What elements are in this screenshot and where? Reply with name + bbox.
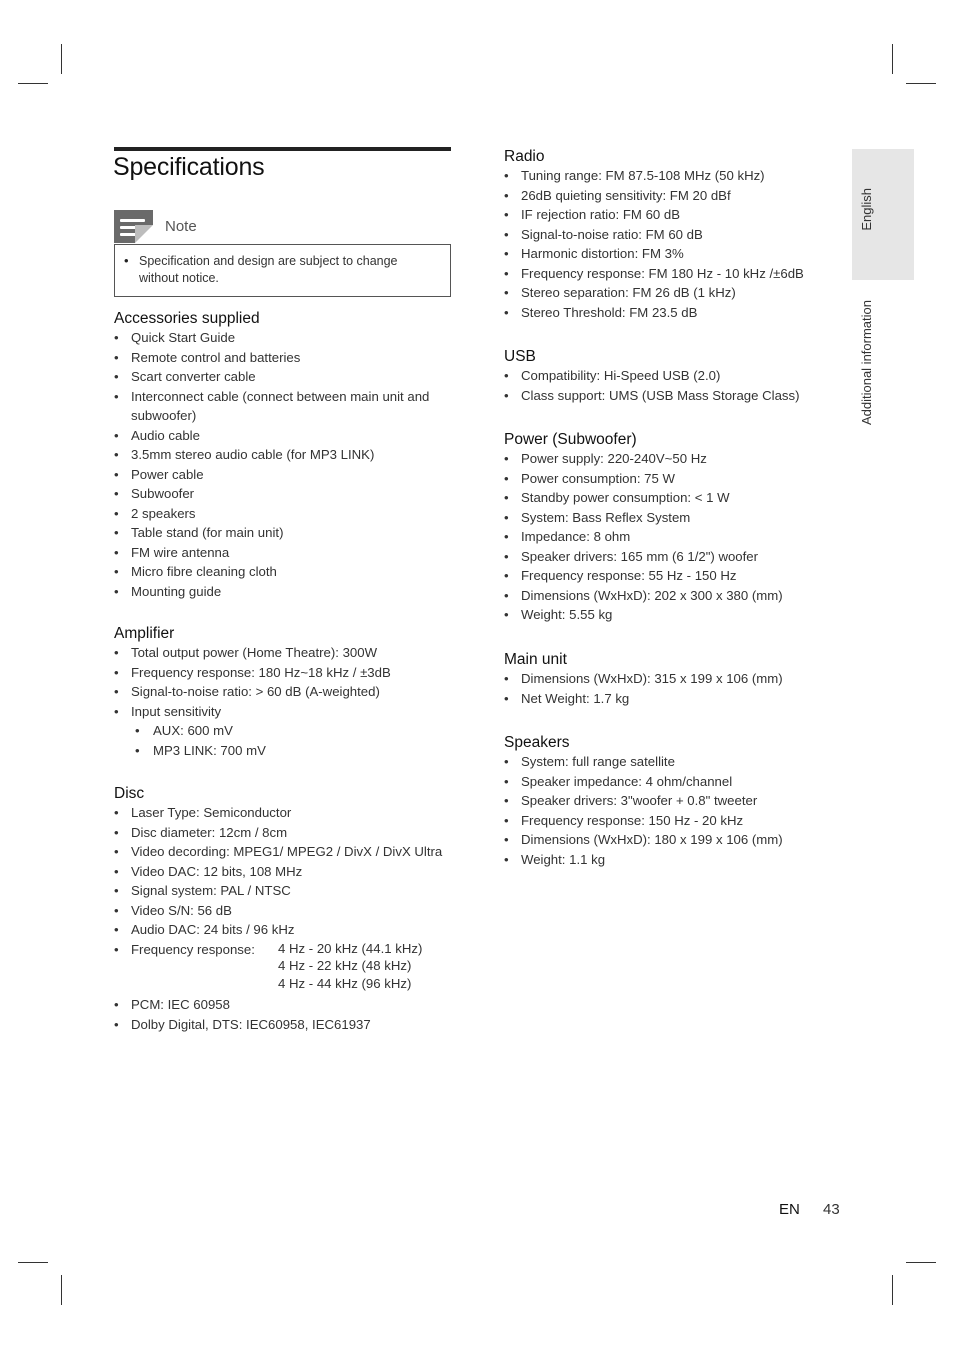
list-item: • 2 speakers xyxy=(114,504,452,524)
usb-list xyxy=(504,366,834,405)
list-item: • Power supply: 220-240V~50 Hz xyxy=(504,449,834,469)
note-text: Specification and design are subject to change without notice. xyxy=(139,254,398,285)
list-item: • Dimensions (WxHxD): 315 x 199 x 106 (mm) xyxy=(504,669,834,689)
list-item: • Frequency response: 180 Hz~18 kHz / ±3dB xyxy=(114,663,452,683)
list-item: • Video DAC: 12 bits, 108 MHz xyxy=(114,862,459,882)
list-item: • Compatibility: Hi-Speed USB (2.0) xyxy=(504,366,834,386)
crop-mark xyxy=(906,1262,936,1263)
crop-mark xyxy=(61,44,62,74)
list-item-frequency xyxy=(114,940,459,993)
list-item: • Weight: 5.55 kg xyxy=(504,605,834,625)
sub-list-item: • AUX: 600 mV xyxy=(114,721,452,741)
crop-mark xyxy=(61,1275,62,1305)
list-item: • Video decording: MPEG1/ MPEG2 / DivX / DivX Ultra xyxy=(114,842,459,862)
list-item: • System: Bass Reflex System xyxy=(504,508,834,528)
list-item: • Signal system: PAL / NTSC xyxy=(114,881,459,901)
list-item: • Scart converter cable xyxy=(114,367,452,387)
side-tab-language-label: English xyxy=(859,188,874,231)
title-rule xyxy=(114,147,451,151)
list-item: • System: full range satellite xyxy=(504,752,834,772)
section-heading: Amplifier xyxy=(114,625,175,642)
list-item: • Standby power consumption: < 1 W xyxy=(504,488,834,508)
list-item: • Frequency response: FM 180 Hz - 10 kHz /±6dB xyxy=(504,264,834,284)
sub-list-item: • MP3 LINK: 700 mV xyxy=(114,741,452,761)
list-item: • Audio DAC: 24 bits / 96 kHz xyxy=(114,920,459,940)
page-title: Specifications xyxy=(113,153,265,181)
frequency-values xyxy=(278,940,422,993)
list-item: • Net Weight: 1.7 kg xyxy=(504,689,834,709)
list-item: • Power cable xyxy=(114,465,452,485)
frequency-row xyxy=(131,940,459,993)
list-item: • Disc diameter: 12cm / 8cm xyxy=(114,823,459,843)
list-item: • Video S/N: 56 dB xyxy=(114,901,459,921)
list-item: • 3.5mm stereo audio cable (for MP3 LINK) xyxy=(114,445,452,465)
section-heading: USB xyxy=(504,348,536,365)
section-heading: Disc xyxy=(114,785,145,802)
frequency-value: 4 Hz - 20 kHz (44.1 kHz) xyxy=(278,940,423,956)
list-item: • Speaker drivers: 3"woofer + 0.8" tweeter xyxy=(504,791,834,811)
frequency-value: 4 Hz - 44 kHz (96 kHz) xyxy=(278,975,412,991)
section-heading: Main unit xyxy=(504,651,567,668)
section-heading: Radio xyxy=(504,148,545,165)
accessories-list xyxy=(114,328,452,601)
section-accessories xyxy=(114,309,452,601)
list-item: • Input sensitivity xyxy=(114,702,452,722)
list-item: • Harmonic distortion: FM 3% xyxy=(504,244,834,264)
list-item: • Stereo separation: FM 26 dB (1 kHz) xyxy=(504,283,834,303)
list-item: • Dimensions (WxHxD): 202 x 300 x 380 (mm) xyxy=(504,586,834,606)
list-item: • Micro fibre cleaning cloth xyxy=(114,562,452,582)
speakers-list xyxy=(504,752,834,869)
list-item: • Remote control and batteries xyxy=(114,348,452,368)
list-item: • Speaker drivers: 165 mm (6 1/2") woofer xyxy=(504,547,834,567)
list-item: • FM wire antenna xyxy=(114,543,452,563)
list-item: • Total output power (Home Theatre): 300W xyxy=(114,643,452,663)
power-list xyxy=(504,449,834,625)
radio-list xyxy=(504,166,834,322)
list-item: • Audio cable xyxy=(114,426,452,446)
list-item: • Frequency response: 150 Hz - 20 kHz xyxy=(504,811,834,831)
section-main-unit xyxy=(504,650,834,708)
list-item: • Stereo Threshold: FM 23.5 dB xyxy=(504,303,834,323)
list-item: • 26dB quieting sensitivity: FM 20 dBf xyxy=(504,186,834,206)
list-item: • Power consumption: 75 W xyxy=(504,469,834,489)
crop-mark xyxy=(892,44,893,74)
section-usb xyxy=(504,347,834,405)
frequency-label: • Frequency response: xyxy=(131,941,255,957)
list-item: • Mounting guide xyxy=(114,582,452,602)
list-item: • Dolby Digital, DTS: IEC60958, IEC61937 xyxy=(114,1015,459,1035)
list-item: • Interconnect cable (connect between main unit and subwoofer) xyxy=(114,387,452,426)
crop-mark xyxy=(892,1275,893,1305)
page-number: 43 xyxy=(823,1201,840,1218)
list-item: • Signal-to-noise ratio: FM 60 dB xyxy=(504,225,834,245)
list-item: • IF rejection ratio: FM 60 dB xyxy=(504,205,834,225)
note-box xyxy=(114,244,451,297)
section-heading: Power (Subwoofer) xyxy=(504,431,637,448)
list-item: • Signal-to-noise ratio: > 60 dB (A-weighted) xyxy=(114,682,452,702)
side-tab-section-label: Additional information xyxy=(859,300,874,426)
crop-mark xyxy=(906,83,936,84)
list-item: • Quick Start Guide xyxy=(114,328,452,348)
section-speakers xyxy=(504,733,834,869)
list-item: • Class support: UMS (USB Mass Storage Class) xyxy=(504,386,834,406)
list-item: • Table stand (for main unit) xyxy=(114,523,452,543)
list-item: • Weight: 1.1 kg xyxy=(504,850,834,870)
list-item: • Subwoofer xyxy=(114,484,452,504)
crop-mark xyxy=(18,83,48,84)
list-item: • Laser Type: Semiconductor xyxy=(114,803,459,823)
section-heading: Speakers xyxy=(504,734,570,751)
list-item: • PCM: IEC 60958 xyxy=(114,995,459,1015)
section-heading: Accessories supplied xyxy=(114,310,260,327)
list-item: • Impedance: 8 ohm xyxy=(504,527,834,547)
section-radio xyxy=(504,147,834,322)
note-icon xyxy=(114,210,153,243)
list-item: • Frequency response: 55 Hz - 150 Hz xyxy=(504,566,834,586)
list-item: • Dimensions (WxHxD): 180 x 199 x 106 (mm) xyxy=(504,830,834,850)
list-item: • Tuning range: FM 87.5-108 MHz (50 kHz) xyxy=(504,166,834,186)
section-amplifier xyxy=(114,624,452,760)
section-power xyxy=(504,430,834,625)
frequency-value: 4 Hz - 22 kHz (48 kHz) xyxy=(278,958,412,973)
footer-language: EN xyxy=(779,1201,800,1218)
list-item: • Speaker impedance: 4 ohm/channel xyxy=(504,772,834,792)
note-label: Note xyxy=(165,218,197,235)
main-unit-list xyxy=(504,669,834,708)
bullet-dot: • xyxy=(124,253,129,268)
disc-list xyxy=(114,803,459,1034)
amplifier-list xyxy=(114,643,452,760)
crop-mark xyxy=(18,1262,48,1263)
section-disc xyxy=(114,784,459,1034)
